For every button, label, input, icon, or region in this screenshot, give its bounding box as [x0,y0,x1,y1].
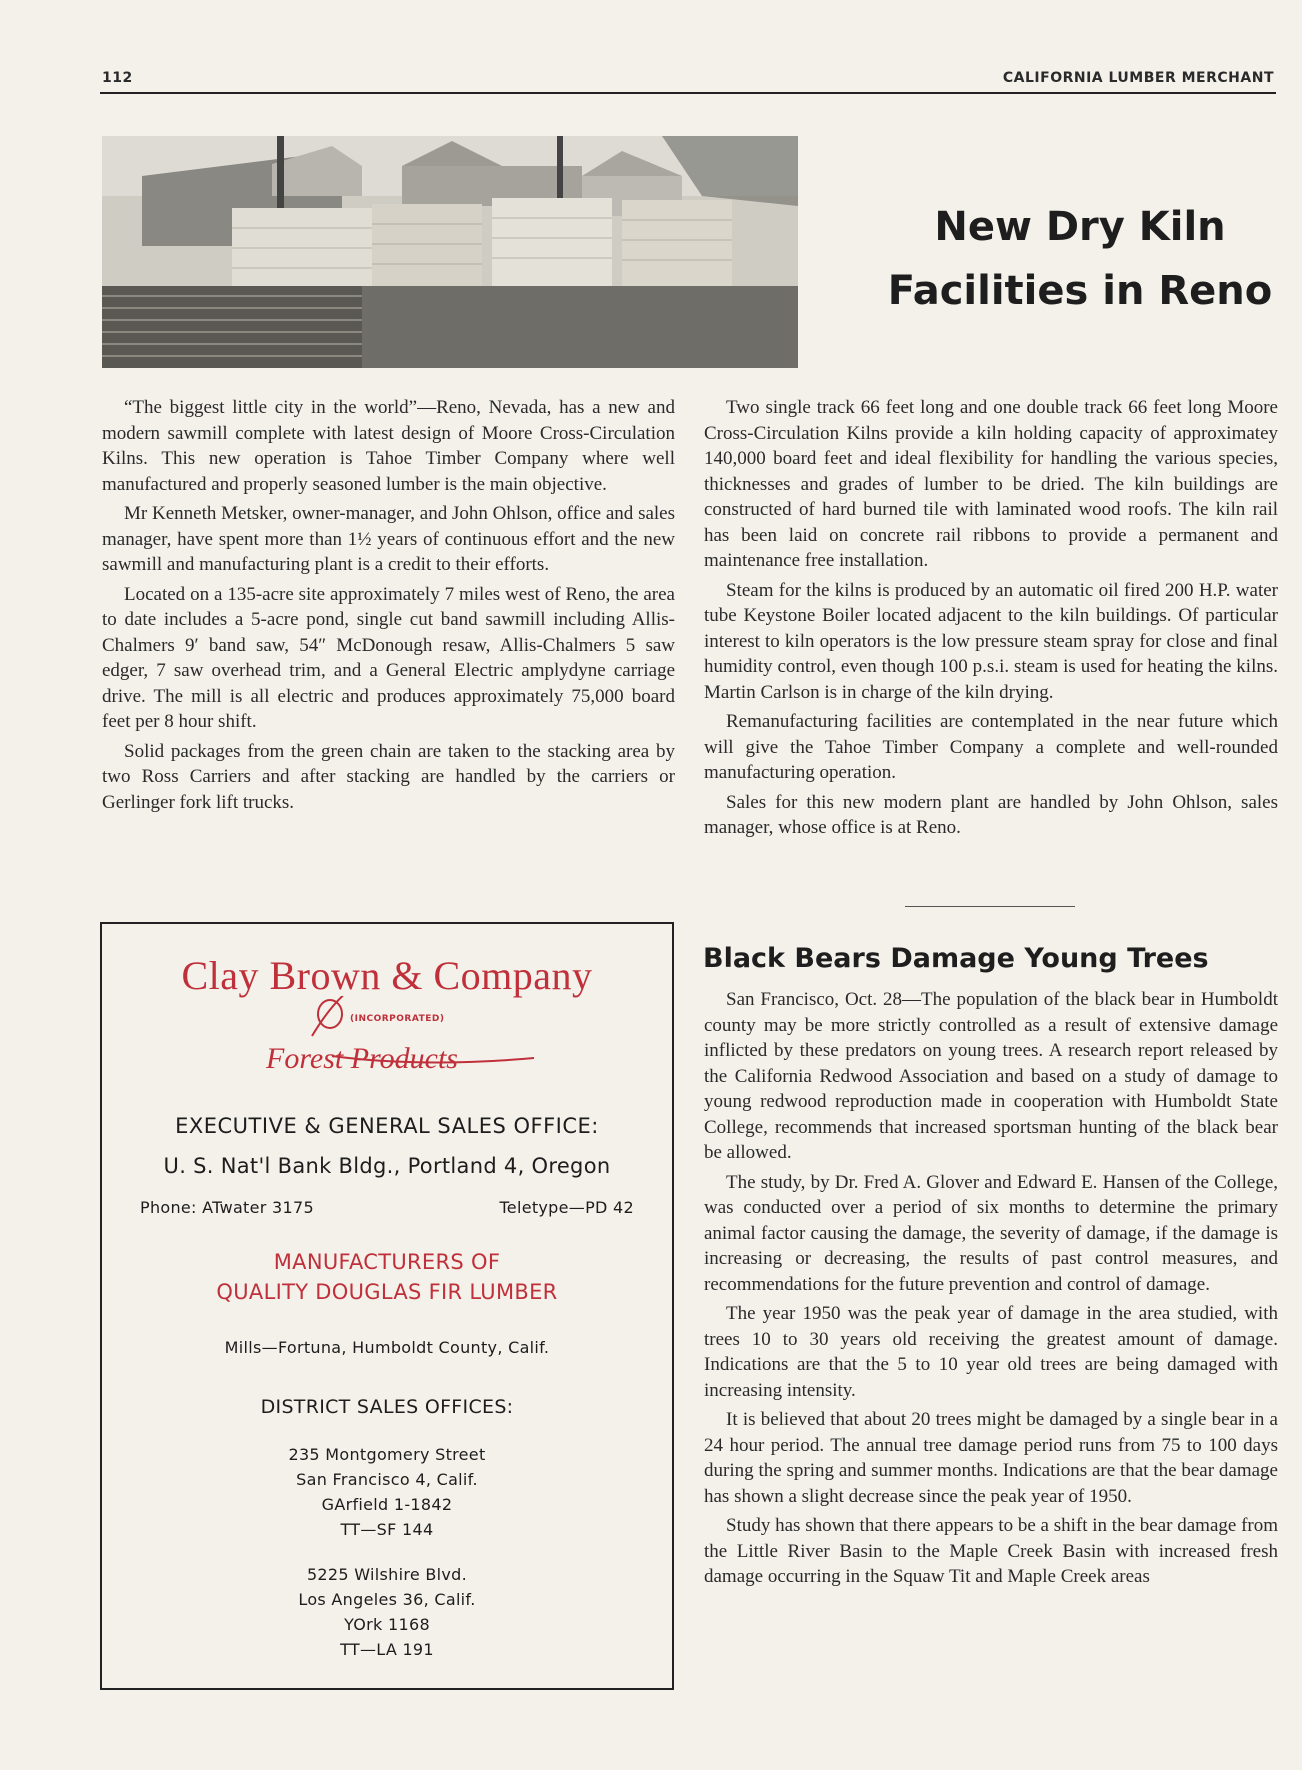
paragraph: Located on a 135-acre site approximately 7 miles west of Reno, the area to date includes a 5-acre pond, single cut band sawmill including Allis-Chalmers 9′ band saw, 54″ McDonough resaw, Allis-Chalmers 5 saw edger, 7 saw overhead trim, and a General Electric amplydyne carriage drive. The mill is all electric and produces approximately 75,000 board feet per 8 hour shift. [102,583,675,732]
ad-tagline: Forest Products [266,1042,458,1075]
paragraph: Study has shown that there appears to be a shift in the bear damage from the Little River Basin to the Maple Creek Basin with increased fresh damage occurring in the Squaw Tit and Maple Creek areas [704,1515,1278,1587]
ad-manufacturers-line: MANUFACTURERS OF [273,1250,501,1274]
article2-headline: Black Bears Damage Young Trees [703,943,1209,974]
ad-teletype: Teletype—PD 42 [499,1198,634,1217]
ad-incorporated: (INCORPORATED) [350,1014,445,1024]
office-line: Los Angeles 36, Calif. [298,1590,476,1609]
section-divider [905,906,1075,907]
office-line: 235 Montgomery Street [288,1445,486,1464]
publication-title: CALIFORNIA LUMBER MERCHANT [1002,70,1274,86]
office-line: YOrk 1168 [344,1615,430,1634]
paragraph: Steam for the kilns is produced by an automatic oil fired 200 H.P. water tube Keystone Boiler located adjacent to the kiln buildings. Of particular interest to kiln operators is the low pressure steam spray for close and final humidity control, even though 100 p.s.i. steam is used for heating the kilns. Martin Carlson is in charge of the kiln drying. [704,579,1278,703]
paragraph: Sales for this new modern plant are handled by John Ohlson, sales manager, whose office is at Reno. [704,791,1278,838]
ad-address: U. S. Nat'l Bank Bldg., Portland 4, Oregon [163,1154,611,1178]
kiln-facility-photo [102,136,798,368]
clay-brown-advertisement [100,922,674,1690]
ad-phone: Phone: ATwater 3175 [140,1198,314,1217]
article-left-column [102,395,675,819]
ad-company-name: Clay Brown & Company [181,953,593,998]
ad-district-heading: DISTRICT SALES OFFICES: [260,1396,514,1418]
office-line: GArfield 1-1842 [321,1495,453,1514]
paragraph: “The biggest little city in the world”—Reno, Nevada, has a new and modern sawmill complete with latest design of Moore Cross-Circulation Kilns. This new operation is Tahoe Timber Company where well manufactured and properly seasoned lumber is the main objective. [102,397,675,495]
article-right-column [704,395,1278,845]
article2-column [704,987,1278,1594]
paragraph: Solid packages from the green chain are taken to the stacking area by two Ross Carriers and after stacking are handled by the carriers or Gerlinger fork lift trucks. [102,740,675,813]
header-rule [100,92,1276,94]
paragraph: Two single track 66 feet long and one double track 66 feet long Moore Cross-Circulation Kilns provide a kiln holding capacity of approximatey 140,000 board feet and ideal flexibility for handling the various species, thicknesses and grades of lumber to be dried. The kiln buildings are constructed of hard burned tile with laminated wood roofs. The kiln rail has been laid on concrete rail ribbons to provide a permanent and maintenance free installation. [704,397,1278,571]
office-line: 5225 Wilshire Blvd. [306,1565,468,1584]
headline-line-1: New Dry Kiln [934,204,1226,250]
photo-illustration [102,136,798,368]
ad-product-line: QUALITY DOUGLAS FIR LUMBER [216,1280,558,1304]
headline-line-2: Facilities in Reno [887,268,1273,314]
ad-mills: Mills—Fortuna, Humboldt County, Calif. [224,1338,550,1357]
office-line: TT—LA 191 [340,1640,434,1659]
article-headline [870,195,1290,323]
paragraph: Remanufacturing facilities are contemplated in the near future which will give the Tahoe Timber Company a complete and well-rounded manufacturing operation. [704,711,1278,783]
paragraph: San Francisco, Oct. 28—The population of the black bear in Humboldt county may be more strictly controlled as a result of extensive damage inflicted by these predators on young trees. A research report released by the California Redwood Association and based on a study of damage to young redwood reproduction made in cooperation with Humboldt State College, recommends that increased sportsman hunting of the black bear be allowed. [704,989,1278,1163]
paragraph: Mr Kenneth Metsker, owner-manager, and John Ohlson, office and sales manager, have spent more than 1½ years of continuous effort and the new sawmill and manufacturing plant is a credit to their efforts. [102,503,675,575]
paragraph: The study, by Dr. Fred A. Glover and Edward E. Hansen of the College, was conducted over a period of six months to determine the primary animal factor causing the damage, the severity of damage, if the damage is increasing or decreasing, the results of past control measures, and recommendations for the future prevention and control of damage. [704,1171,1278,1295]
paragraph: It is believed that about 20 trees might be damaged by a single bear in a 24 hour period. The annual tree damage period runs from 75 to 100 days during the spring and summer months. Indications are that the bear damage has shown a slight decrease since the peak year of 1950. [704,1409,1278,1507]
office-line: TT—SF 144 [340,1520,434,1539]
paragraph: The year 1950 was the peak year of damage in the area studied, with trees 10 to 30 years old receiving the greatest amount of damage. Indications are that the 5 to 10 year old trees are being damaged with increasing intensity. [704,1303,1278,1401]
ad-office-los-angeles [102,1562,672,1662]
page-number: 112 [102,70,133,86]
ad-office-san-francisco [102,1442,672,1542]
ad-exec-office-heading: EXECUTIVE & GENERAL SALES OFFICE: [175,1114,599,1138]
office-line: San Francisco 4, Calif. [296,1470,478,1489]
